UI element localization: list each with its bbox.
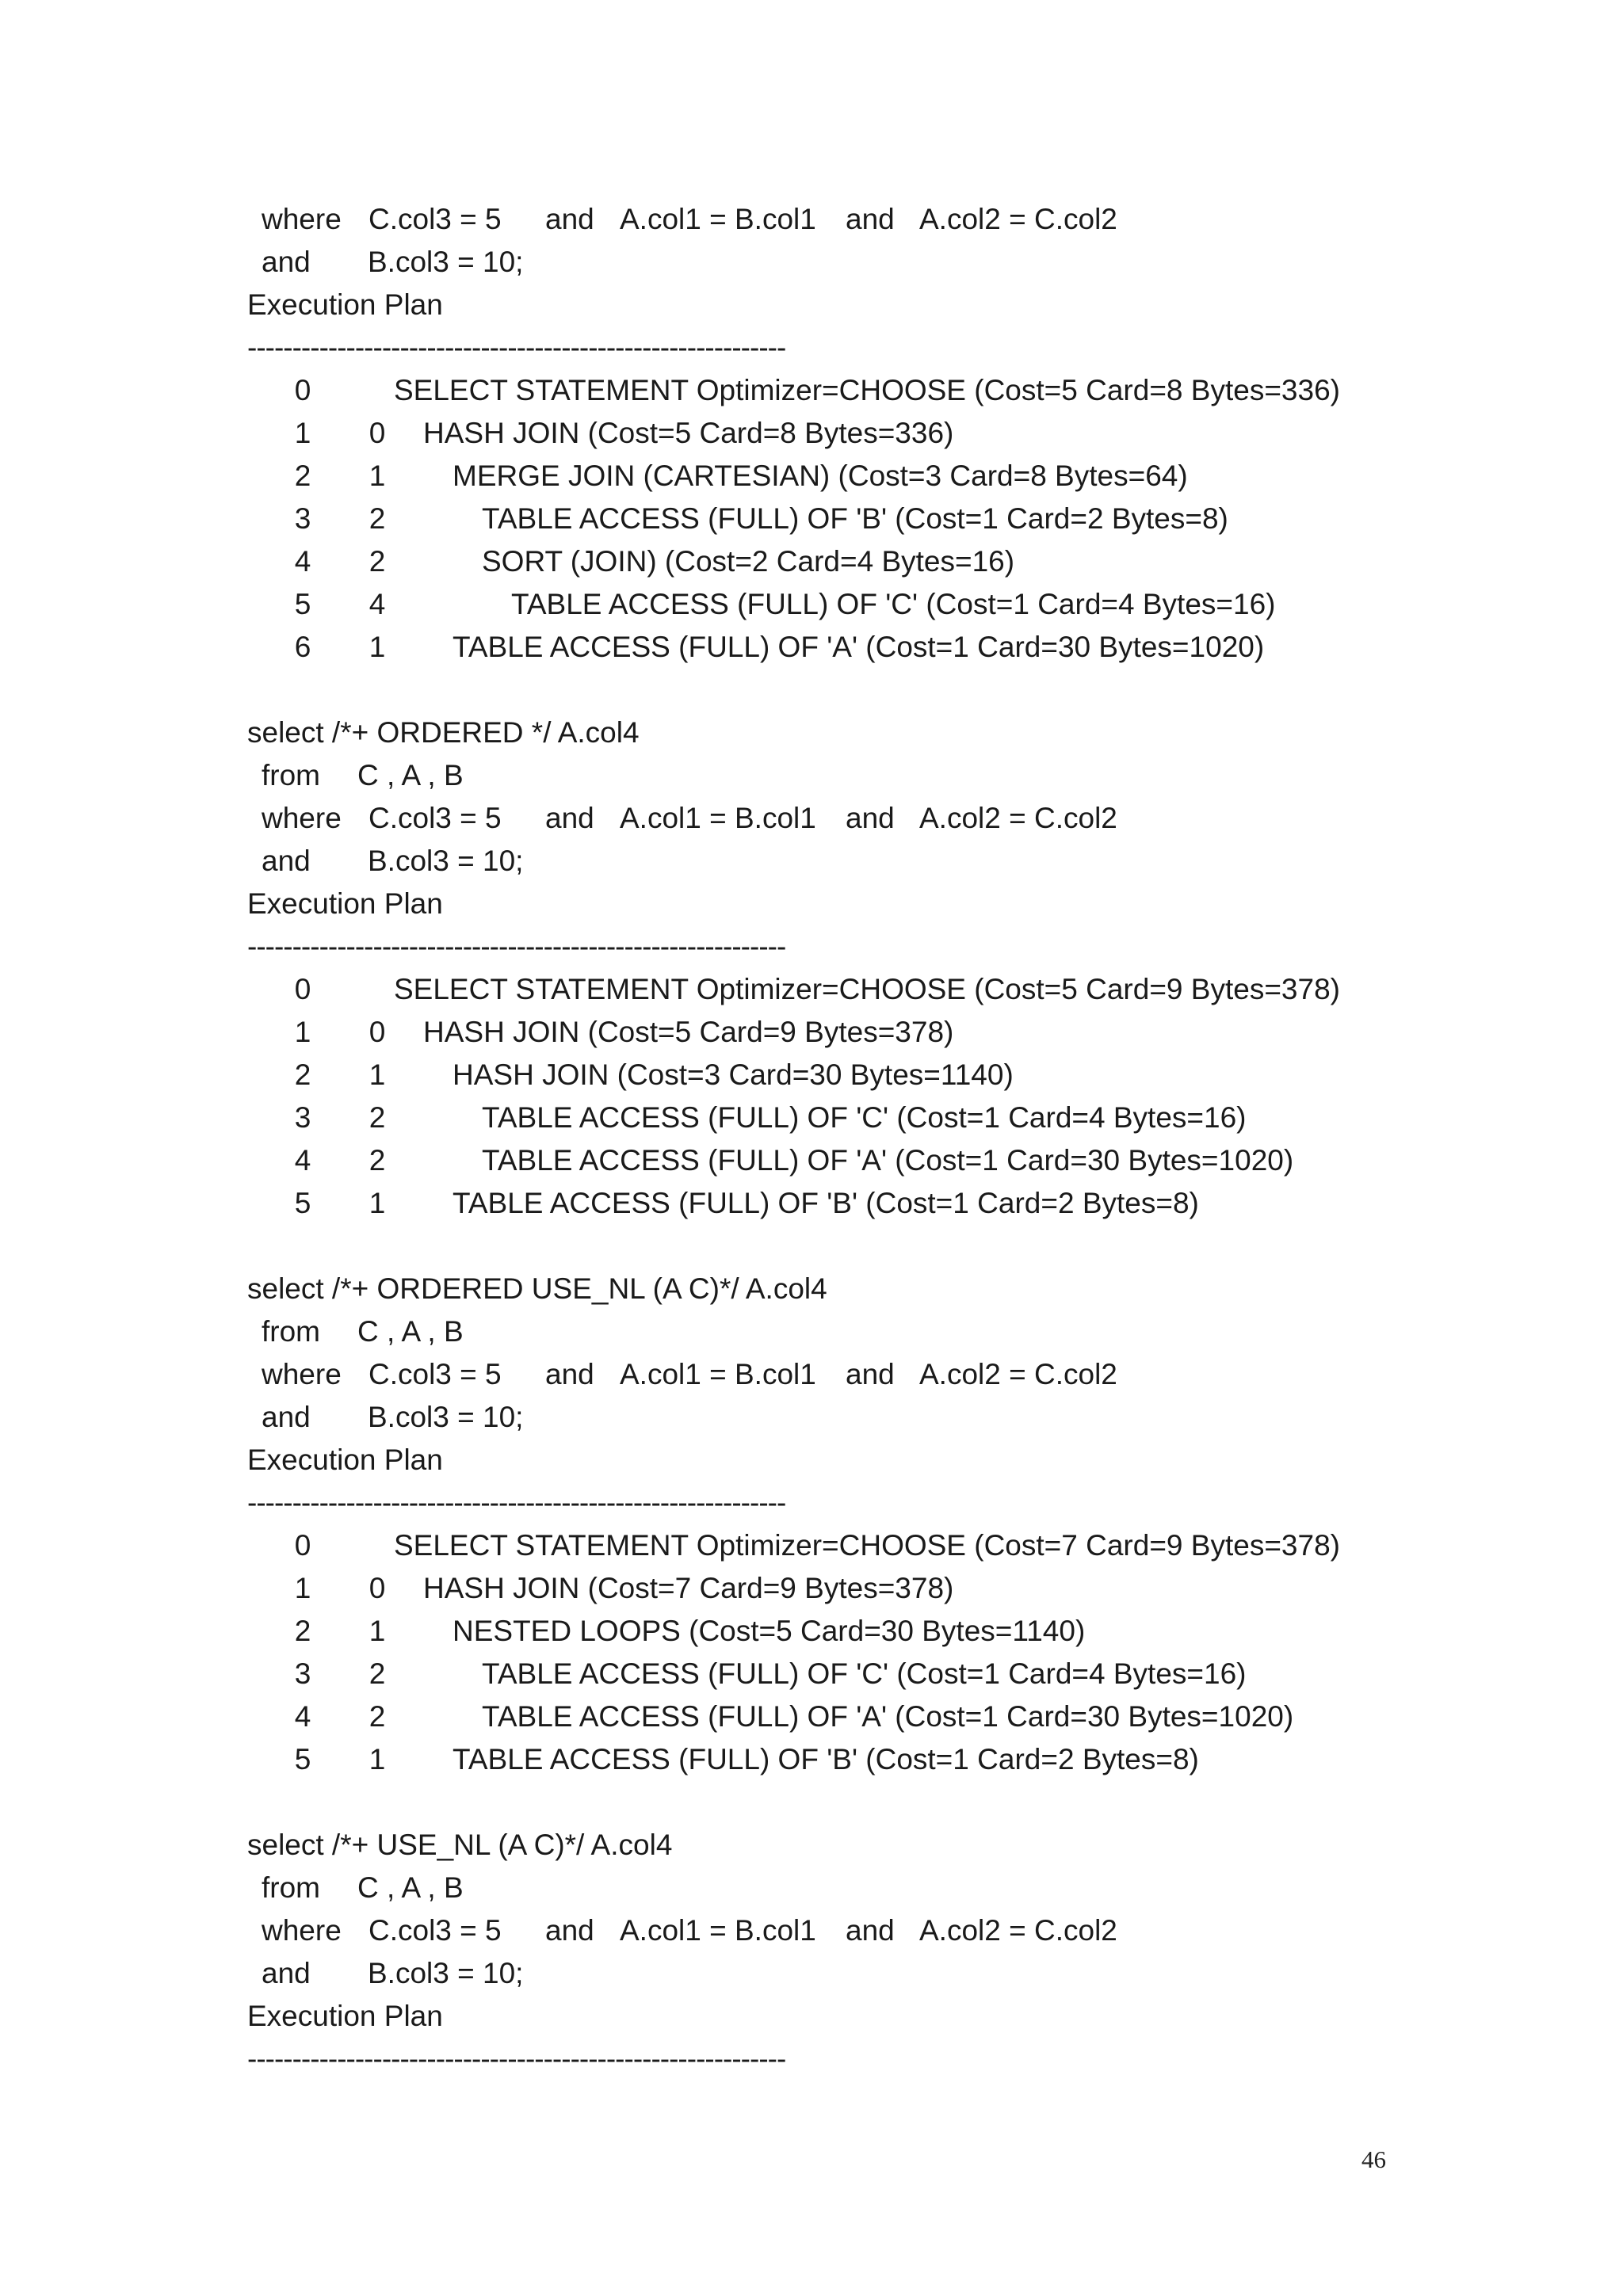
sql-condition: C.col3 = 5 [369,802,502,834]
plan-row [247,1097,1420,1139]
plan-row [247,412,1420,455]
sql-where-line [247,1909,1420,1952]
sql-from-line [247,1867,1420,1909]
plan-operation: TABLE ACCESS (FULL) OF 'C' (Cost=1 Card=4 Bytes=16) [482,1101,1247,1134]
sql-condition: B.col3 = 10; [368,1401,524,1433]
plan-step-id: 0 [294,1529,311,1562]
plan-operation: MERGE JOIN (CARTESIAN) (Cost=3 Card=8 Bytes=64) [453,460,1188,492]
plan-parent-id: 2 [369,1144,386,1177]
plan-parent-id: 2 [369,1700,386,1733]
sql-from-line [247,754,1420,797]
plan-operation: TABLE ACCESS (FULL) OF 'B' (Cost=1 Card=2 Bytes=8) [482,502,1228,535]
plan-step-id: 4 [294,1144,311,1177]
plan-parent-id: 1 [369,1743,386,1775]
sql-keyword-and: and [545,802,594,834]
plan-row [247,1011,1420,1054]
sql-condition: B.col3 = 10; [368,1957,524,1989]
sql-keyword-from: from [262,1871,320,1904]
plan-separator: ------------------------------------------------------------ [247,1486,786,1519]
plan-step-id: 4 [294,1700,311,1733]
plan-operation: TABLE ACCESS (FULL) OF 'B' (Cost=1 Card=2 Bytes=8) [453,1743,1199,1775]
plan-step-id: 2 [294,1058,311,1091]
plan-row [247,1054,1420,1097]
sql-condition: A.col2 = C.col2 [919,1914,1117,1947]
plan-parent-id: 2 [369,502,386,535]
sql-condition: A.col1 = B.col1 [620,1914,816,1947]
plan-step-id: 6 [294,631,311,663]
plan-operation: HASH JOIN (Cost=3 Card=30 Bytes=1140) [453,1058,1014,1091]
plan-operation: SORT (JOIN) (Cost=2 Card=4 Bytes=16) [482,545,1015,578]
plan-row [247,583,1420,626]
plan-operation: SELECT STATEMENT Optimizer=CHOOSE (Cost=7 Card=9 Bytes=378) [394,1529,1340,1562]
execution-plan-title: Execution Plan [247,288,443,321]
plan-parent-id: 0 [369,1016,386,1048]
sql-keyword-and: and [545,1914,594,1947]
plan-parent-id: 2 [369,1657,386,1690]
plan-parent-id: 1 [369,1615,386,1647]
plan-row [247,1738,1420,1781]
plan-row [247,1653,1420,1695]
plan-operation: HASH JOIN (Cost=7 Card=9 Bytes=378) [423,1572,954,1604]
sql-from-tables: C , A , B [357,1315,464,1348]
document-body [247,198,1420,2081]
plan-step-id: 2 [294,1615,311,1647]
plan-row [247,1182,1420,1225]
plan-step-id: 2 [294,460,311,492]
sql-keyword-and: and [846,203,895,235]
plan-step-id: 3 [294,1657,311,1690]
plan-operation: TABLE ACCESS (FULL) OF 'A' (Cost=1 Card=30 Bytes=1020) [482,1144,1294,1177]
sql-keyword-and: and [262,1957,311,1989]
plan-row [247,1139,1420,1182]
sql-condition: B.col3 = 10; [368,845,524,877]
sql-condition: A.col1 = B.col1 [620,203,816,235]
sql-where-line [247,797,1420,840]
sql-keyword-and: and [846,1358,895,1390]
plan-row [247,540,1420,583]
plan-operation: HASH JOIN (Cost=5 Card=9 Bytes=378) [423,1016,954,1048]
sql-and-line [247,241,1420,284]
sql-keyword-and: and [262,1401,311,1433]
sql-where-line [247,1353,1420,1396]
sql-and-line [247,1952,1420,1995]
sql-condition: A.col2 = C.col2 [919,802,1117,834]
plan-parent-id: 1 [369,460,386,492]
page-number: 46 [1361,2145,1386,2173]
execution-plan-title: Execution Plan [247,2000,443,2032]
blank-line [247,1225,1420,1268]
sql-condition: A.col1 = B.col1 [620,802,816,834]
plan-operation: TABLE ACCESS (FULL) OF 'A' (Cost=1 Card=30 Bytes=1020) [453,631,1265,663]
sql-where-line [247,198,1420,241]
plan-operation: TABLE ACCESS (FULL) OF 'C' (Cost=1 Card=4 Bytes=16) [482,1657,1247,1690]
plan-step-id: 0 [294,973,311,1005]
plan-operation: TABLE ACCESS (FULL) OF 'B' (Cost=1 Card=2 Bytes=8) [453,1187,1199,1219]
blank-line [247,1781,1420,1824]
sql-keyword-where: where [262,203,342,235]
plan-row [247,1567,1420,1610]
sql-keyword-and: and [262,246,311,278]
plan-parent-id: 2 [369,1101,386,1134]
plan-parent-id: 0 [369,1572,386,1604]
plan-separator: ------------------------------------------------------------ [247,331,786,364]
plan-operation: TABLE ACCESS (FULL) OF 'A' (Cost=1 Card=30 Bytes=1020) [482,1700,1294,1733]
sql-select-line: select /*+ ORDERED USE_NL (A C)*/ A.col4 [247,1272,827,1305]
plan-row [247,498,1420,540]
plan-parent-id: 0 [369,417,386,449]
plan-separator: ------------------------------------------------------------ [247,930,786,963]
sql-condition: C.col3 = 5 [369,1914,502,1947]
sql-condition: C.col3 = 5 [369,203,502,235]
plan-row [247,1610,1420,1653]
plan-step-id: 5 [294,588,311,620]
sql-condition: C.col3 = 5 [369,1358,502,1390]
plan-row [247,626,1420,669]
plan-step-id: 3 [294,502,311,535]
blank-line [247,669,1420,711]
sql-and-line [247,840,1420,883]
plan-operation: TABLE ACCESS (FULL) OF 'C' (Cost=1 Card=4 Bytes=16) [511,588,1276,620]
plan-parent-id: 2 [369,545,386,578]
sql-condition: A.col2 = C.col2 [919,203,1117,235]
plan-step-id: 5 [294,1743,311,1775]
plan-row [247,369,1420,412]
sql-from-tables: C , A , B [357,759,464,791]
plan-step-id: 4 [294,545,311,578]
plan-operation: SELECT STATEMENT Optimizer=CHOOSE (Cost=5 Card=8 Bytes=336) [394,374,1340,406]
sql-condition: B.col3 = 10; [368,246,524,278]
plan-step-id: 1 [294,1572,311,1604]
plan-parent-id: 4 [369,588,386,620]
plan-step-id: 1 [294,417,311,449]
plan-parent-id: 1 [369,1058,386,1091]
sql-keyword-and: and [545,203,594,235]
plan-parent-id: 1 [369,631,386,663]
sql-keyword-from: from [262,759,320,791]
sql-select-line: select /*+ USE_NL (A C)*/ A.col4 [247,1829,673,1861]
plan-row [247,1695,1420,1738]
sql-keyword-where: where [262,1914,342,1947]
plan-parent-id: 1 [369,1187,386,1219]
execution-plan-title: Execution Plan [247,887,443,920]
plan-step-id: 0 [294,374,311,406]
plan-operation: SELECT STATEMENT Optimizer=CHOOSE (Cost=5 Card=9 Bytes=378) [394,973,1340,1005]
sql-keyword-and: and [262,845,311,877]
sql-condition: A.col1 = B.col1 [620,1358,816,1390]
sql-from-line [247,1310,1420,1353]
plan-step-id: 5 [294,1187,311,1219]
plan-row [247,455,1420,498]
sql-keyword-and: and [846,802,895,834]
sql-and-line [247,1396,1420,1439]
plan-row [247,1524,1420,1567]
plan-step-id: 3 [294,1101,311,1134]
plan-operation: NESTED LOOPS (Cost=5 Card=30 Bytes=1140) [453,1615,1086,1647]
sql-condition: A.col2 = C.col2 [919,1358,1117,1390]
plan-separator: ------------------------------------------------------------ [247,2042,786,2075]
sql-keyword-where: where [262,1358,342,1390]
sql-from-tables: C , A , B [357,1871,464,1904]
sql-keyword-and: and [545,1358,594,1390]
plan-step-id: 1 [294,1016,311,1048]
sql-keyword-from: from [262,1315,320,1348]
execution-plan-title: Execution Plan [247,1444,443,1476]
plan-operation: HASH JOIN (Cost=5 Card=8 Bytes=336) [423,417,954,449]
sql-select-line: select /*+ ORDERED */ A.col4 [247,716,640,749]
plan-row [247,968,1420,1011]
sql-keyword-where: where [262,802,342,834]
sql-keyword-and: and [846,1914,895,1947]
